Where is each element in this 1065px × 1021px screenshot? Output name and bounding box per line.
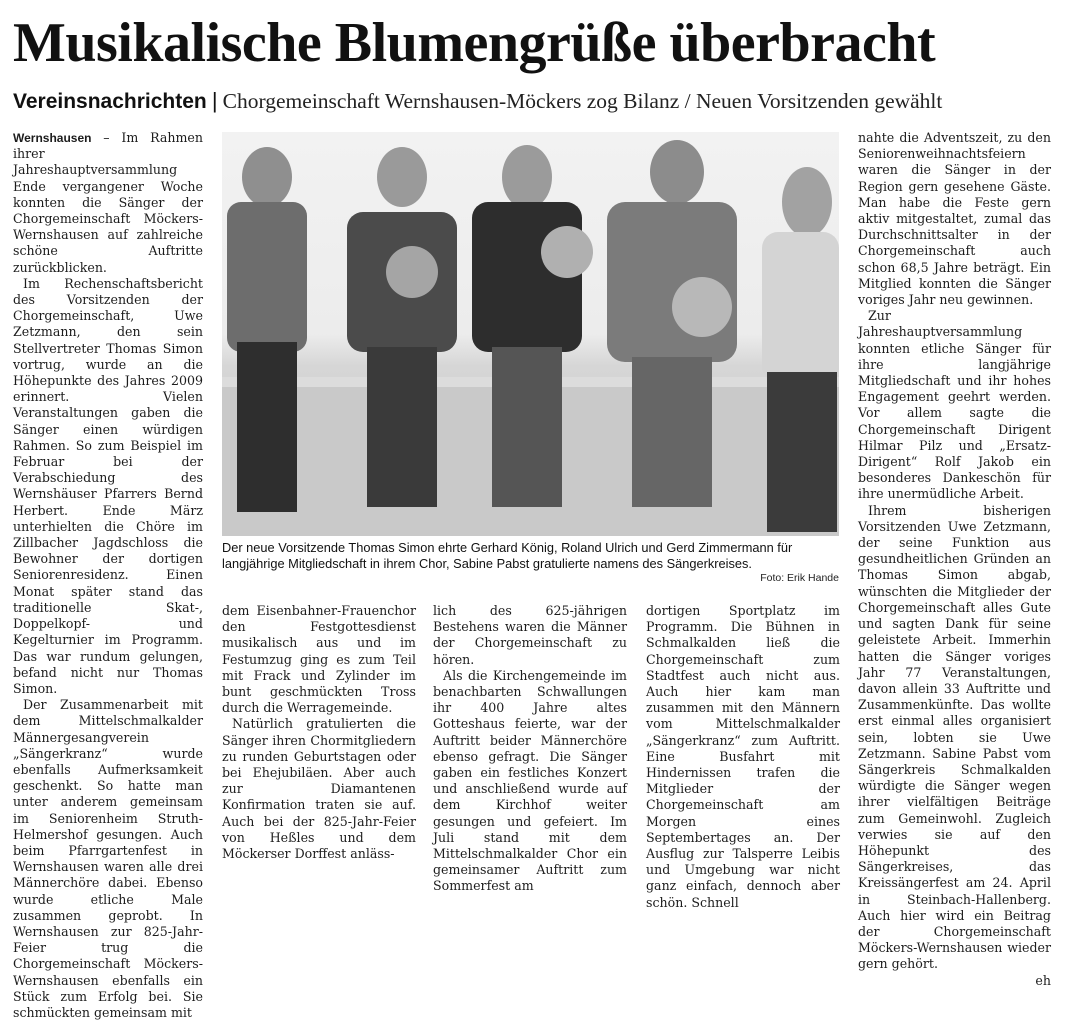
paragraph: Im Rechenschaftsbericht des Vorsitzenden der Chorgemeinschaft, Uwe Zetzmann, den sein Stellvertreter Thomas Simon vortrug, wurde an die Höhepunkte des Jahres 2009 erinnert. Vielen Veranstaltungen gaben die Sänger einen würdigen Rahmen. So zum Beispiel im Februar bei der Verabschiedung des Wernshäuser Pfarrers Bernd Herbert. Ende März unterhielten die Chöre im Zillbacher Jagdschloss die Bewohner der dortigen Seniorenresidenz. Einen Monat später stand das traditionelle Skat-, Doppelkopf- und Kegelturnier im Programm. Das war rundum gelungen, befand nicht nur Thomas Simon. <box>13 275 203 696</box>
author-initials: eh <box>1035 972 1051 988</box>
paragraph: Zur Jahreshauptversammlung konnten etliche Sänger für ihre langjährige Mitgliedschaft und ihr hohes Engagement geehrt werden. Vor allem sagte die Chorgemeinschaft Dirigent Hilmar Pilz und „Ersatz-Dirigent“ Rolf Jakob ein besonderes Dankeschön für ihre unermüdliche Arbeit. <box>858 308 1051 502</box>
paragraph: Ihrem bisherigen Vorsitzenden Uwe Zetzmann, der seine Funktion aus gesundheitlichen Gründen an Thomas Simon abgab, wünschten die Mitglieder der Chorgemeinschaft alles Gute und sagten Dank für seine geleistete Arbeit. Immerhin hatten die Sänger voriges Jahr 77 Veranstaltungen, davon allein 33 Auftritte und Zusammenkünfte. Das wollte erst einmal alles organisiert sein, lobten sie Uwe Zetzmann. Sabine Pabst vom Sängerkreis Schmalkalden würdigte die Sänger wegen ihrer vielfältigen Beiträge zum Gemeinwohl. Zugleich verwies sie auf den Höhepunkt des Sängerkreises, das Kreissängerfest am 24. April in Steinbach-Hallenberg. Auch hier wird ein Beitrag der Chorgemeinschaft Möckers-Wernshausen wieder gern gehört. <box>858 502 1051 972</box>
kicker-separator: | <box>211 88 218 113</box>
paragraph: Natürlich gratulierten die Sänger ihren Chormitgliedern zu runden Geburtstagen oder bei Ehejubiläen. Aber auch zur Diamantenen Konfirmation traten sie auf. Auch bei der 825-Jahr-Feier von Heßles und dem Möckerser Dorffest anläss- <box>222 716 416 862</box>
paragraph-text: – Im Rahmen ihrer Jahreshauptversammlung Ende vergangener Woche konnten die Sänger der Chorgemeinschaft Möckers-Wernshausen auf zahlreiche schöne Auftritte zurückblicken. <box>13 130 203 275</box>
dateline: Wernshausen <box>13 131 92 145</box>
paragraph: Als die Kirchengemeinde im benachbarten Schwallungen ihr 400 Jahre altes Gotteshaus feierte, war der Auftritt beider Männerchöre ebenso gefragt. Die Sänger gaben ein festliches Konzert und anschließend wurde auf dem Kirchhof weiter gesungen und gefeiert. Im Juli stand mit dem Mittelschmalkalder Chor ein gemeinsamer Auftritt zum Sommerfest am <box>433 667 627 894</box>
article-column-4 <box>646 603 840 911</box>
article-column-1 <box>13 130 203 1021</box>
person-5 <box>762 167 839 532</box>
article-photo <box>222 132 839 536</box>
headline: Musikalische Blumengrüße überbracht <box>13 12 936 74</box>
article-column-3 <box>433 603 627 895</box>
article-column-2 <box>222 603 416 862</box>
paragraph: Der Zusammenarbeit mit dem Mittelschmalkalder Männergesangverein „Sängerkranz“ wurde ebenfalls Aufmerksamkeit geschenkt. So hatte man unter anderem gemeinsam im Seniorenheim Struth-Helmershof gesungen. Auch beim Pfarrgartenfest in Wernshausen waren alle drei Männerchöre dabei. Ebenso wurde etliche Male zusammen geprobt. In Wernshausen zur 825-Jahr-Feier trug die Chorgemeinschaft Möckers-Wernshausen ebenfalls ein Stück zum Erfolg bei. Sie schmückten gemeinsam mit <box>13 697 203 1020</box>
group-photo-illustration <box>222 132 839 536</box>
paragraph: lich des 625-jährigen Bestehens waren die Männer der Chorgemeinschaft zu hören. <box>433 603 627 667</box>
paragraph: dortigen Sportplatz im Programm. Die Bühnen in Schmalkalden ließ die Chorgemeinschaft zum Stadtfest auch nicht aus. Auch hier kam man zusammen mit den Männern vom Mittelschmalkalder „Sängerkranz“ zum Auftritt. Eine Busfahrt mit Hindernissen trafen die Mitglieder der Chorgemeinschaft am Morgen eines Septembertages an. Der Ausflug zur Talsperre Leibis und Umgebung war nicht ganz einfach, dennoch aber schön. Schnell <box>646 603 840 910</box>
section-kicker: Vereinsnachrichten <box>13 90 207 113</box>
paragraph: dem Eisenbahner-Frauenchor den Festgottesdienst musikalisch aus und im Festumzug ging es zum Teil mit Frack und Zylinder im bunt geschmückten Tross durch die Werragemeinde. <box>222 603 416 716</box>
photo-caption: Der neue Vorsitzende Thomas Simon ehrte Gerhard König, Roland Ulrich und Gerd Zimmermann für langjährige Mitgliedschaft in ihrem Chor, Sabine Pabst gratulierte namens des Sängerkreises. <box>222 540 793 571</box>
article-column-5 <box>858 130 1051 989</box>
paragraph: nahte die Adventszeit, zu den Seniorenweihnachtsfeiern waren die Sänger in der Region gern gesehene Gäste. Man habe die Feste gern aktiv mitgestaltet, zumal das Durchschnittsalter in der Chorgemeinschaft auch schon 68,5 Jahre beträgt. Ein Mitglied konnten die Sänger voriges Jahr neu gewinnen. <box>858 130 1051 308</box>
photo-credit: Foto: Erik Hande <box>760 572 839 584</box>
subtitle: Chorgemeinschaft Wernshausen-Möckers zog Bilanz / Neuen Vorsitzenden gewählt <box>222 89 943 113</box>
subheading <box>13 86 1058 118</box>
paragraph <box>13 130 203 276</box>
person-1 <box>227 147 307 512</box>
